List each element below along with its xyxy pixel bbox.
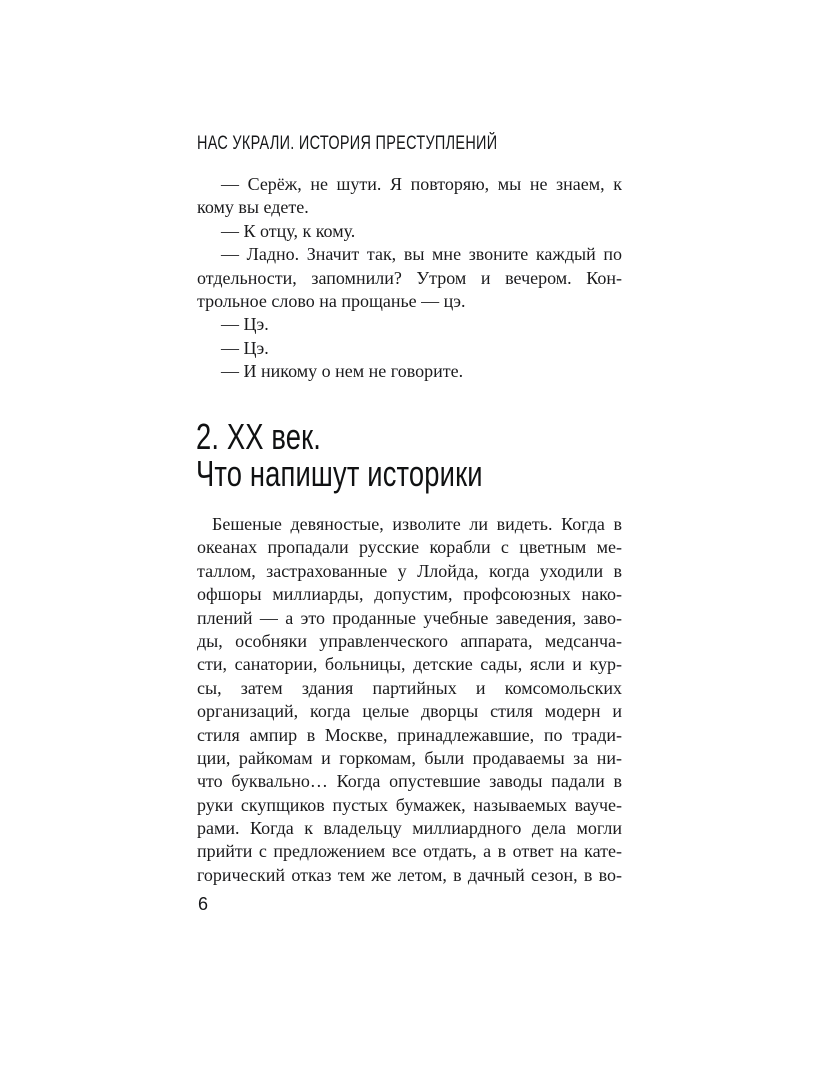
chapter-heading-line-2: Что напишут историки — [196, 453, 483, 494]
text-line: — Цэ. — [221, 337, 269, 358]
text-line: сти, санатории, больницы, детские сады, ясли и кур- — [197, 654, 622, 675]
paragraph — [197, 513, 622, 887]
running-header-text: НАС УКРАЛИ. ИСТОРИЯ ПРЕСТУПЛЕНИЙ — [197, 133, 498, 154]
chapter-heading-line-1: 2. ХХ век. — [196, 416, 322, 457]
text-line: ды, особняки управленческого аппарата, медсанча- — [197, 630, 622, 651]
text-line: — Серёж, не шути. Я повторяю, мы не знаем, к — [221, 174, 622, 194]
text-line: океанах пропадали русские корабли с цветным ме- — [197, 537, 622, 558]
text-line: руки скупщиков пустых бумажек, называемых вауче- — [197, 794, 622, 815]
paragraph — [197, 313, 622, 336]
text-line: отдельности, запомнили? Утром и вечером. Кон- — [197, 267, 622, 288]
paragraph — [197, 360, 622, 383]
text-line: ции, райкомам и горкомам, были продаваемы за ни- — [197, 747, 622, 768]
body-text-section — [197, 513, 622, 887]
paragraph — [197, 243, 622, 313]
text-line: стиля ампир в Москве, принадлежавшие, по тради- — [197, 724, 622, 745]
paragraph — [197, 220, 622, 243]
text-line: трольное слово на прощанье — цэ. — [197, 290, 466, 311]
text-line: — Ладно. Значит так, вы мне звоните каждый по — [221, 244, 622, 265]
dialogue-section — [197, 173, 622, 384]
text-line: плений — а это проданные учебные заведения, заво- — [197, 607, 622, 628]
chapter-heading — [196, 418, 573, 492]
paragraph — [197, 173, 622, 220]
text-line: Бешеные девяностые, изволите ли видеть. Когда в — [212, 514, 622, 534]
text-line: что буквально… Когда опустевшие заводы падали в — [197, 771, 622, 792]
text-line: организаций, когда целые дворцы стиля модерн и — [197, 701, 622, 722]
running-header — [197, 133, 592, 154]
text-line: — И никому о нем не говорите. — [221, 361, 464, 382]
paragraph — [197, 337, 622, 360]
page-number: 6 — [198, 894, 209, 914]
text-line: — Цэ. — [221, 314, 269, 335]
text-line: таллом, застрахованные у Ллойда, когда уходили в — [197, 560, 622, 581]
text-line: офшоры миллиарды, допустим, профсоюзных нако- — [197, 584, 622, 605]
text-line: — К отцу, к кому. — [221, 220, 356, 241]
text-line: кому вы едете. — [197, 197, 309, 218]
text-line: прийти с предложением все отдать, а в ответ на кате- — [197, 841, 622, 862]
text-line: рами. Когда к владельцу миллиардного дела могли — [197, 818, 622, 839]
text-line: сы, затем здания партийных и комсомольских — [197, 677, 622, 698]
text-line: горический отказ тем же летом, в дачный сезон, в во- — [197, 864, 622, 885]
